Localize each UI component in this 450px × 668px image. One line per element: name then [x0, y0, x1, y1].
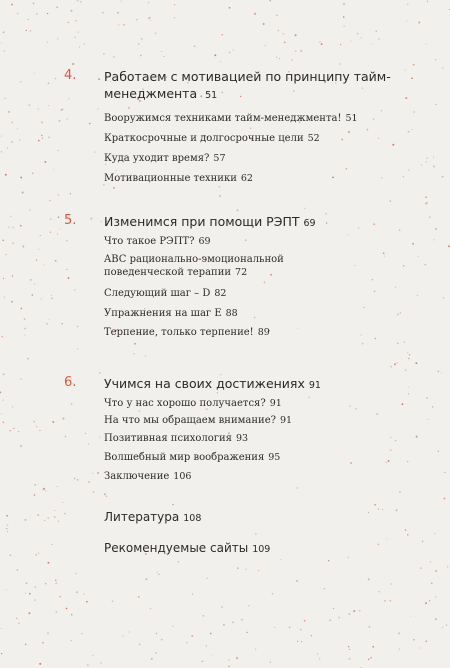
- toc-entry[interactable]: [104, 307, 404, 320]
- chapter-title-text: Работаем с мотивацией по принципу тайм-менеджмента: [104, 69, 391, 101]
- entry-label: Рекомендуемые сайты: [104, 541, 249, 555]
- chapter-page-number: 91: [308, 380, 321, 391]
- chapter-number: 5.: [64, 213, 77, 228]
- chapter-number: 4.: [64, 68, 77, 83]
- entry-page-number: 57: [213, 153, 226, 164]
- entry-label: Куда уходит время?: [104, 153, 210, 164]
- entry-label: На что мы обращаем внимание?: [104, 415, 276, 426]
- toc-entry[interactable]: [104, 397, 404, 410]
- entry-page-number: 95: [268, 452, 281, 463]
- entry-label: ABC рационально-эмоциональной поведенческой терапии: [104, 254, 284, 278]
- entry-label: Вооружимся техниками тайм-менеджмента!: [104, 113, 342, 124]
- toc-entry[interactable]: [104, 132, 404, 145]
- entry-page-number: 91: [279, 415, 293, 426]
- entry-label: Мотивационные техники: [104, 173, 237, 184]
- entry-label: Краткосрочные и долгосрочные цели: [104, 133, 304, 144]
- chapter-title[interactable]: [104, 375, 404, 394]
- entry-page-number: 108: [183, 513, 202, 524]
- toc-entry[interactable]: [104, 470, 404, 483]
- entry-label: Волшебный мир воображения: [104, 452, 265, 463]
- toc-entry[interactable]: [104, 451, 404, 464]
- entry-page-number: 62: [240, 173, 253, 184]
- entry-page-number: 88: [225, 308, 238, 319]
- entry-label: Упражнения на шаг E: [104, 308, 222, 319]
- entry-page-number: 91: [269, 398, 282, 409]
- entry-page-number: 72: [235, 267, 248, 278]
- toc-entry-bibliography[interactable]: [104, 510, 404, 524]
- toc-entry[interactable]: [104, 326, 404, 339]
- entry-page-number: 69: [198, 236, 211, 247]
- entry-page-number: 89: [257, 327, 270, 338]
- entry-label: Следующий шаг – D: [104, 288, 211, 299]
- toc-entry[interactable]: [104, 152, 404, 165]
- toc-entry[interactable]: [104, 112, 404, 125]
- chapter-page-number: 51: [205, 90, 218, 101]
- entry-page-number: 93: [235, 433, 249, 444]
- chapter-page-number: 69: [303, 218, 316, 229]
- entry-label: Позитивная психология: [104, 433, 232, 444]
- entry-label: Что такое РЭПТ?: [104, 236, 195, 247]
- entry-label: Терпение, только терпение!: [104, 327, 254, 338]
- entry-label: Литература: [104, 510, 180, 524]
- chapter-number: 6.: [64, 375, 77, 390]
- toc-entry[interactable]: [104, 287, 404, 300]
- chapter-title[interactable]: [104, 213, 404, 232]
- entry-page-number: 82: [214, 288, 227, 299]
- toc-entry[interactable]: [104, 172, 404, 185]
- toc-entry[interactable]: [104, 414, 404, 427]
- chapter-title-text: Учимся на своих достижениях: [104, 376, 305, 391]
- toc-entry[interactable]: [104, 253, 304, 279]
- toc-entry-recommended-sites[interactable]: [104, 541, 404, 555]
- toc-entry[interactable]: [104, 432, 404, 445]
- entry-page-number: 52: [307, 133, 320, 144]
- entry-label: Заключение: [104, 471, 170, 482]
- chapter-title[interactable]: [104, 68, 404, 104]
- toc-entry[interactable]: [104, 235, 404, 248]
- entry-page-number: 51: [345, 113, 358, 124]
- entry-label: Что у нас хорошо получается?: [104, 398, 266, 409]
- chapter-title-text: Изменимся при помощи РЭПТ: [104, 214, 300, 229]
- entry-page-number: 106: [173, 471, 192, 482]
- entry-page-number: 109: [252, 544, 271, 555]
